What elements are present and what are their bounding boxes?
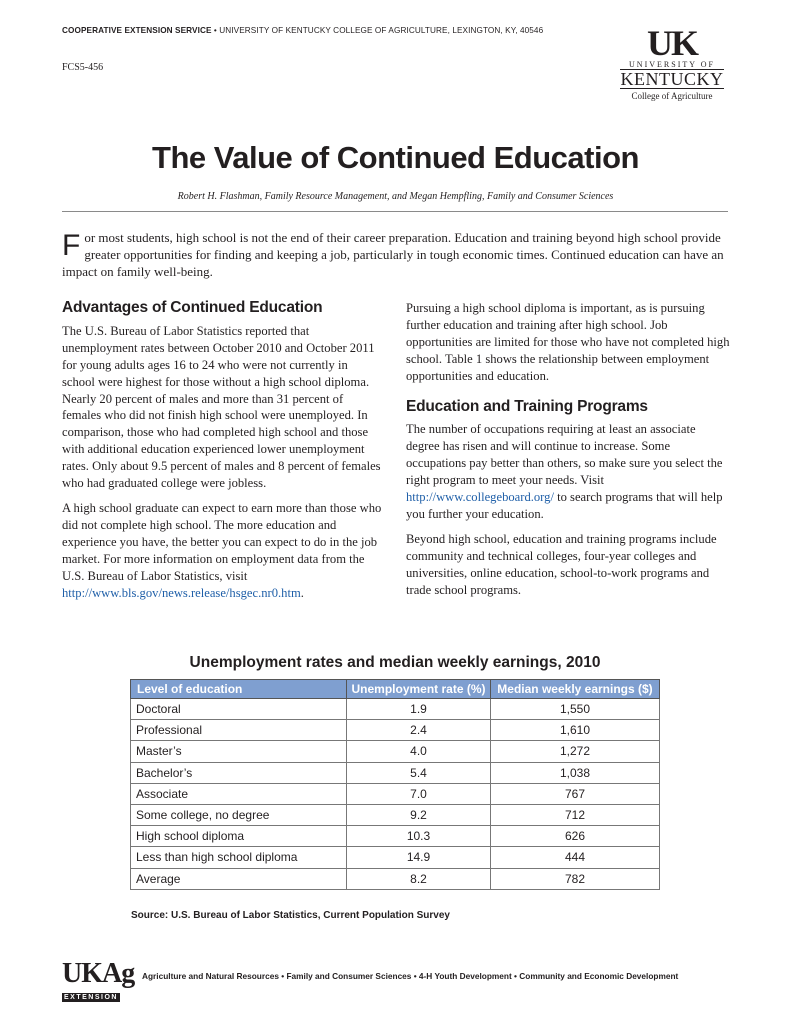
uk-logo-college: College of Agriculture [631, 91, 713, 101]
drop-cap: F [62, 229, 81, 262]
cell-unemployment-rate: 8.2 [347, 868, 491, 889]
cell-median-earnings: 782 [491, 868, 660, 889]
programs-paragraph-1 [406, 421, 731, 522]
table-row [131, 699, 660, 720]
header-org-bold: COOPERATIVE EXTENSION SERVICE [62, 26, 212, 35]
cell-median-earnings: 1,272 [491, 741, 660, 762]
table-row [131, 783, 660, 804]
ukag-extension-logo [62, 958, 135, 1001]
authors-line: Robert H. Flashman, Family Resource Management, and Megan Hempfling, Family and Consumer Sciences [177, 191, 614, 202]
table-source: Source: U.S. Bureau of Labor Statistics, Current Population Survey [131, 910, 450, 921]
cell-unemployment-rate: 10.3 [347, 826, 491, 847]
programs-paragraph-1-end: to search programs that will help you further your education. [406, 490, 723, 521]
publication-number: FCS5-456 [62, 62, 104, 73]
programs-paragraph-1-text: The number of occupations requiring at least an associate degree has risen and will continue to increase. Some occupations pay better than others, so make sure you select the right program to meet your needs. Visit [406, 422, 723, 488]
cell-unemployment-rate: 9.2 [347, 804, 491, 825]
bls-link[interactable]: http://www.bls.gov/news.release/hsgec.nr0.htm [62, 585, 301, 600]
uk-logo-mark: UK [647, 23, 697, 63]
advantages-paragraph-1: The U.S. Bureau of Labor Statistics reported that unemployment rates between October 2010 and October 2011 for young adults ages 16 to 24 who were not currently in school were highest for those without a high school diploma. Nearly 20 percent of males and more than 31 percent of females who did not finish high school were unemployed. In comparison, those who had completed high school and those with additional education experienced lower unemployment rates. Only about 9.5 percent of males and 8 percent of females who had graduated college were jobless. [62, 323, 381, 491]
cell-education-level: Associate [131, 783, 347, 804]
cell-education-level: Doctoral [131, 699, 347, 720]
cell-median-earnings: 1,610 [491, 720, 660, 741]
header-org-rest: • UNIVERSITY OF KENTUCKY COLLEGE OF AGRICULTURE, LEXINGTON, KY, 40546 [211, 26, 544, 35]
ukag-logo-extension: EXTENSION [64, 994, 118, 1001]
cell-median-earnings: 1,038 [491, 762, 660, 783]
advantages-paragraph-3: Pursuing a high school diploma is important, as is pursuing further education and training after high school. Job opportunities are limited for those who have not completed high school. Table 1 shows the relationship between employment opportunities and education. [406, 301, 730, 383]
table-row [131, 804, 660, 825]
cell-education-level: High school diploma [131, 826, 347, 847]
cell-unemployment-rate: 5.4 [347, 762, 491, 783]
cell-education-level: Bachelor’s [131, 762, 347, 783]
collegeboard-link[interactable]: http://www.collegeboard.org/ [406, 490, 554, 505]
table-header-row [131, 680, 660, 699]
header-org-line [62, 26, 543, 35]
cell-education-level: Professional [131, 720, 347, 741]
cell-unemployment-rate: 7.0 [347, 783, 491, 804]
intro-text: or most students, high school is not the end of their career preparation. Education and training beyond high school provide greater opportunities for finding and keeping a job, particularly in tough economic times. Continued education can have an impact on family well-being. [62, 230, 724, 279]
section-heading-advantages: Advantages of Continued Education [62, 299, 323, 316]
cell-unemployment-rate: 14.9 [347, 847, 491, 868]
table-row [131, 868, 660, 889]
right-column [406, 300, 731, 607]
table-row [131, 762, 660, 783]
table-body [131, 699, 660, 890]
cell-median-earnings: 767 [491, 783, 660, 804]
column-header-education: Level of education [131, 680, 347, 699]
cell-unemployment-rate: 1.9 [347, 699, 491, 720]
advantages-paragraph-2-end: . [300, 585, 304, 600]
column-header-earnings: Median weekly earnings ($) [491, 680, 660, 699]
intro-paragraph [62, 229, 728, 280]
cell-median-earnings: 626 [491, 826, 660, 847]
cell-median-earnings: 444 [491, 847, 660, 868]
earnings-table [130, 679, 660, 890]
table-row [131, 741, 660, 762]
footer-programs: Agriculture and Natural Resources • Family and Consumer Sciences • 4-H Youth Development • Community and Economic Development [142, 971, 679, 981]
uk-logo-university-of: UNIVERSITY OF [629, 60, 715, 69]
column-header-unemployment: Unemployment rate (%) [347, 680, 491, 699]
left-column [62, 300, 382, 609]
title-divider [62, 211, 728, 212]
section-heading-programs: Education and Training Programs [406, 397, 648, 415]
uk-college-logo [612, 23, 732, 106]
table-row [131, 826, 660, 847]
table-row [131, 847, 660, 868]
uk-logo-kentucky: KENTUCKY [620, 69, 724, 89]
cell-median-earnings: 1,550 [491, 699, 660, 720]
ukag-logo-word: UKAg [62, 958, 135, 989]
cell-education-level: Less than high school diploma [131, 847, 347, 868]
cell-unemployment-rate: 4.0 [347, 741, 491, 762]
table-title: Unemployment rates and median weekly earnings, 2010 [189, 654, 601, 671]
advantages-paragraph-2 [62, 500, 382, 601]
cell-education-level: Average [131, 868, 347, 889]
programs-paragraph-2: Beyond high school, education and training programs include community and technical colleges, four-year colleges and universities, online education, school-to-work programs and trade school programs. [406, 531, 717, 597]
cell-education-level: Master’s [131, 741, 347, 762]
cell-education-level: Some college, no degree [131, 804, 347, 825]
cell-median-earnings: 712 [491, 804, 660, 825]
page-title: The Value of Continued Education [152, 140, 639, 175]
table-row [131, 720, 660, 741]
advantages-paragraph-2-text: A high school graduate can expect to earn more than those who did not complete high school. The more education and experience you have, the better you can expect to do in the job market. For more information on employment data from the U.S. Bureau of Labor Statistics, visit [62, 500, 382, 583]
cell-unemployment-rate: 2.4 [347, 720, 491, 741]
